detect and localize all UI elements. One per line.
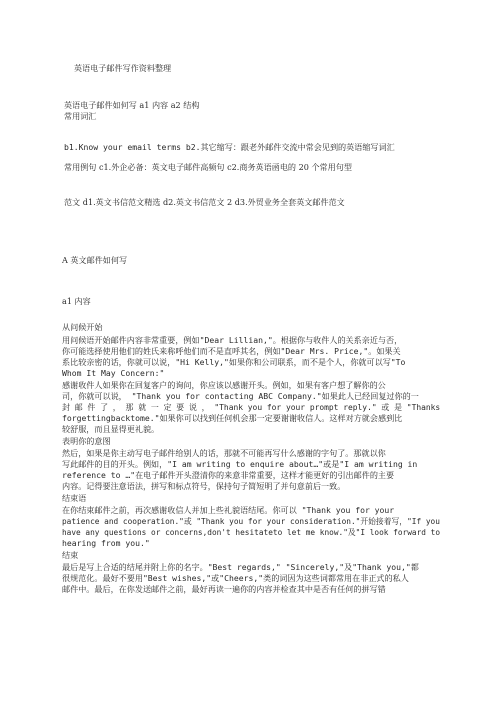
p3-line-4: 内容。记得要注意语法，拼写和标点符号，保持句子简短明了并句意前后一致。 [62, 481, 346, 491]
toc-line-1: 英语电子邮件如何写 a1 内容 a2 结构 [64, 100, 200, 110]
section-title: A 英文邮件如何写 [62, 255, 128, 265]
p3-line-3: reference to …"在电子邮件开头澄清你的来意非常重要，这样才能更好的引出邮件的主要 [62, 470, 395, 480]
p5-line-3: 邮件中。最后，在你发送邮件之前，最好再读一遍你的内容并检查其中是否有任何的拼写错 [62, 584, 386, 594]
section-subtitle: a1 内容 [62, 296, 91, 306]
p2-line-2: 司，你就可以说， "Thank you for contacting ABC Company."如果此人已经回复过你的一 [62, 391, 419, 401]
p4-line-4: hearing from you." [62, 538, 150, 548]
p1-line-2: 你可能选择使用他们的姓氏来称呼他们而不是直呼其名，例如"Dear Mrs. Price,"。如果关 [62, 346, 401, 356]
toc-line-2: 常用词汇 [64, 111, 97, 121]
p4-line-2: patience and cooperation."或 "Thank you for your consideration."开始接着写，"If you [62, 516, 440, 526]
p2-line-3: 封 邮 件 了 ， 那 就 一 定 要 说 ， "Thank you for your prompt reply." 或 是 "Thanks [62, 402, 441, 412]
p2-line-5: 较舒服，而且显得更礼貌。 [62, 424, 160, 434]
p2-line-1: 感谢收件人如果你在回复客户的询问，你应该以感谢开头。例如，如果有客户想了解你的公 [62, 380, 386, 390]
toc-line-4: 常用例句 c1.外企必备：英文电子邮件高频句 c2.商务英语函电的 20 个常用句型 [64, 162, 352, 172]
heading-greeting: 从问候开始 [62, 322, 103, 332]
toc-line-3: b1.Know your email terms b2.其它缩写：跟老外邮件交流中常会见到的英语缩写词汇 [64, 142, 395, 152]
doc-title: 英语电子邮件写作资料整理 [74, 63, 172, 73]
heading-closing: 结束语 [62, 493, 87, 503]
p4-line-1: 在你结束邮件之前，再次感谢收信人并加上些礼貌语结尾。你可以 "Thank you for your [62, 505, 395, 515]
p5-line-1: 最后是写上合适的结尾并附上你的名字。"Best regards," "Sincerely,"及"Thank you,"都 [62, 562, 419, 572]
p4-line-3: have any questions or concerns,don't hesitateto let me know."及"I look forward to [62, 527, 441, 537]
p3-line-2: 写此邮件的目的开头。例如，"I am writing to enquire about…"或是"I am writing in [62, 459, 418, 469]
p1-line-3: 系比较亲密的话，你就可以说，"Hi Kelly,"如果你和公司联系，而不是个人，你就可以写"To [62, 357, 406, 367]
p1-line-1: 用问候语开始邮件内容非常重要，例如"Dear Lillian,"。根据你与收件人的关系亲近与否， [62, 335, 403, 345]
toc-line-5: 范文 d1.英文书信范文精选 d2.英文书信范文 2 d3.外贸业务全套英文邮件范文 [64, 197, 345, 207]
p5-line-2: 很规范化。最好不要用"Best wishes,"或"Cheers,"类的词因为这些词都常用在非正式的私人 [62, 573, 409, 583]
heading-purpose: 表明你的意图 [62, 436, 111, 446]
heading-end: 结束 [62, 550, 79, 560]
p2-line-4: forgettingbacktome."如果你可以找到任何机会那一定要谢谢收信人。这样对方就会感到比 [62, 413, 403, 423]
p3-line-1: 然后，如果是你主动写电子邮件给别人的话，那就不可能再写什么感谢的字句了。那就以你 [62, 448, 386, 458]
p1-line-4: Whom It May Concern:" [62, 368, 165, 378]
